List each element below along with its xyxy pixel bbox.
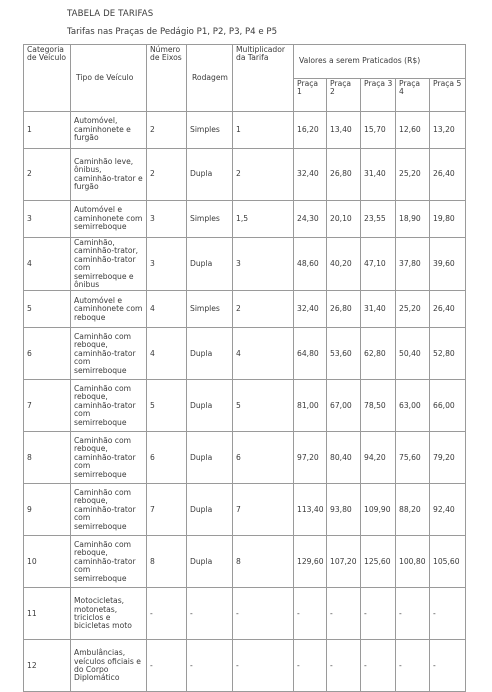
valor-praca-1-cell: 16,20 [294,112,327,149]
valor-praca-4-cell: 12,60 [396,112,430,149]
valor-praca-2-cell: 26,80 [327,291,361,328]
valor-praca-4-cell: 88,20 [396,484,430,536]
table-row [24,291,466,328]
valor-praca-3-cell: 31,40 [361,291,396,328]
header-tipo: Tipo de Veículo [71,45,147,112]
header-praca-3: Praça 3 [361,79,396,112]
valor-praca-4-cell: 37,80 [396,238,430,291]
tipo-cell: Caminhão, caminhão-trator, caminhão-trator com semirreboque e ônibus [71,238,147,291]
valor-praca-1-cell: 32,40 [294,149,327,201]
header-praca-2: Praça 2 [327,79,361,112]
valor-praca-3-cell: 125,60 [361,536,396,588]
table-row [24,149,466,201]
valor-praca-2-cell: 53,60 [327,328,361,380]
valor-praca-2-cell: - [327,588,361,640]
valor-praca-5-cell: 52,80 [430,328,466,380]
tipo-cell: Automóvel e caminhonete com reboque [71,291,147,328]
rodagem-cell: Dupla [187,238,233,291]
header-valores: Valores a serem Praticados (R$) [294,45,466,79]
valor-praca-5-cell: - [430,588,466,640]
table-row [24,588,466,640]
valor-praca-4-cell: 100,80 [396,536,430,588]
valor-praca-1-cell: 81,00 [294,380,327,432]
table-body [24,112,466,692]
eixos-cell: 3 [147,201,187,238]
categoria-cell: 10 [24,536,71,588]
categoria-cell: 11 [24,588,71,640]
valor-praca-5-cell: 13,20 [430,112,466,149]
valor-praca-3-cell: 23,55 [361,201,396,238]
tipo-cell: Automóvel, caminhonete e furgão [71,112,147,149]
table-row [24,432,466,484]
header-praca-4: Praça 4 [396,79,430,112]
rodagem-cell: Dupla [187,432,233,484]
rodagem-cell: Dupla [187,380,233,432]
eixos-cell: 4 [147,328,187,380]
eixos-cell: 4 [147,291,187,328]
multiplicador-cell: 5 [233,380,294,432]
valor-praca-5-cell: 26,40 [430,149,466,201]
eixos-cell: 2 [147,112,187,149]
valor-praca-2-cell: 80,40 [327,432,361,484]
table-row [24,201,466,238]
valor-praca-5-cell: 66,00 [430,380,466,432]
tipo-cell: Caminhão leve, ônibus, caminhão-trator e furgão [71,149,147,201]
eixos-cell: 5 [147,380,187,432]
tipo-cell: Ambulâncias, veículos oficiais e do Corpo Diplomático [71,640,147,692]
table-row [24,112,466,149]
valor-praca-4-cell: 63,00 [396,380,430,432]
multiplicador-cell: - [233,588,294,640]
valor-praca-4-cell: 18,90 [396,201,430,238]
valor-praca-1-cell: 97,20 [294,432,327,484]
valor-praca-1-cell: - [294,588,327,640]
categoria-cell: 8 [24,432,71,484]
valor-praca-5-cell: 105,60 [430,536,466,588]
tipo-cell: Automóvel e caminhonete com semirreboque [71,201,147,238]
valor-praca-5-cell: 26,40 [430,291,466,328]
eixos-cell: 3 [147,238,187,291]
categoria-cell: 7 [24,380,71,432]
rodagem-cell: - [187,588,233,640]
valor-praca-3-cell: 62,80 [361,328,396,380]
document-title: TABELA DE TARIFAS [67,9,154,19]
categoria-cell: 12 [24,640,71,692]
eixos-cell: - [147,588,187,640]
valor-praca-3-cell: 78,50 [361,380,396,432]
tipo-cell: Caminhão com reboque, caminhão-trator com semirreboque [71,432,147,484]
table-row [24,238,466,291]
multiplicador-cell: 8 [233,536,294,588]
tipo-cell: Caminhão com reboque, caminhão-trator com semirreboque [71,484,147,536]
rodagem-cell: Dupla [187,484,233,536]
rodagem-cell: Simples [187,201,233,238]
categoria-cell: 6 [24,328,71,380]
tipo-cell: Caminhão com reboque, caminhão-trator com semirreboque [71,328,147,380]
categoria-cell: 2 [24,149,71,201]
tipo-cell: Caminhão com reboque, caminhão-trator com semirreboque [71,380,147,432]
valor-praca-5-cell: 92,40 [430,484,466,536]
valor-praca-4-cell: 25,20 [396,149,430,201]
eixos-cell: 7 [147,484,187,536]
multiplicador-cell: 7 [233,484,294,536]
rodagem-cell: Simples [187,112,233,149]
rodagem-cell: - [187,640,233,692]
rodagem-cell: Simples [187,291,233,328]
eixos-cell: 2 [147,149,187,201]
valor-praca-1-cell: 32,40 [294,291,327,328]
valor-praca-3-cell: 47,10 [361,238,396,291]
valor-praca-4-cell: - [396,640,430,692]
table-row [24,484,466,536]
document-subtitle: Tarifas nas Praças de Pedágio P1, P2, P3, P4 e P5 [67,27,278,37]
rodagem-cell: Dupla [187,536,233,588]
multiplicador-cell: 4 [233,328,294,380]
multiplicador-cell: 2 [233,149,294,201]
valor-praca-2-cell: 107,20 [327,536,361,588]
multiplicador-cell: 1 [233,112,294,149]
valor-praca-1-cell: 64,80 [294,328,327,380]
valor-praca-5-cell: 39,60 [430,238,466,291]
categoria-cell: 1 [24,112,71,149]
header-praca-1: Praça 1 [294,79,327,112]
header-categoria: Categoria de Veículo [24,45,71,112]
multiplicador-cell: 3 [233,238,294,291]
categoria-cell: 5 [24,291,71,328]
table-row [24,640,466,692]
valor-praca-2-cell: - [327,640,361,692]
categoria-cell: 4 [24,238,71,291]
tariff-table [23,44,466,692]
multiplicador-cell: 2 [233,291,294,328]
valor-praca-5-cell: - [430,640,466,692]
eixos-cell: 8 [147,536,187,588]
valor-praca-3-cell: 15,70 [361,112,396,149]
valor-praca-2-cell: 26,80 [327,149,361,201]
header-eixos: Número de Eixos [147,45,187,112]
eixos-cell: - [147,640,187,692]
valor-praca-1-cell: 113,40 [294,484,327,536]
valor-praca-3-cell: 31,40 [361,149,396,201]
header-praca-5: Praça 5 [430,79,466,112]
header-rodagem: Rodagem [187,45,233,112]
multiplicador-cell: - [233,640,294,692]
valor-praca-3-cell: 109,90 [361,484,396,536]
table-row [24,328,466,380]
eixos-cell: 6 [147,432,187,484]
valor-praca-5-cell: 79,20 [430,432,466,484]
categoria-cell: 9 [24,484,71,536]
valor-praca-1-cell: 129,60 [294,536,327,588]
categoria-cell: 3 [24,201,71,238]
valor-praca-4-cell: - [396,588,430,640]
valor-praca-3-cell: 94,20 [361,432,396,484]
valor-praca-1-cell: - [294,640,327,692]
valor-praca-4-cell: 50,40 [396,328,430,380]
multiplicador-cell: 6 [233,432,294,484]
valor-praca-2-cell: 67,00 [327,380,361,432]
valor-praca-4-cell: 75,60 [396,432,430,484]
tipo-cell: Motocicletas, motonetas, triciclos e bicicletas moto [71,588,147,640]
valor-praca-2-cell: 40,20 [327,238,361,291]
table-row [24,380,466,432]
header-row [24,45,466,79]
valor-praca-1-cell: 24,30 [294,201,327,238]
rodagem-cell: Dupla [187,328,233,380]
rodagem-cell: Dupla [187,149,233,201]
valor-praca-3-cell: - [361,588,396,640]
valor-praca-1-cell: 48,60 [294,238,327,291]
multiplicador-cell: 1,5 [233,201,294,238]
valor-praca-2-cell: 13,40 [327,112,361,149]
header-multiplicador: Multiplicador da Tarifa [233,45,294,112]
valor-praca-5-cell: 19,80 [430,201,466,238]
tipo-cell: Caminhão com reboque, caminhão-trator com semirreboque [71,536,147,588]
valor-praca-2-cell: 20,10 [327,201,361,238]
valor-praca-4-cell: 25,20 [396,291,430,328]
valor-praca-3-cell: - [361,640,396,692]
valor-praca-2-cell: 93,80 [327,484,361,536]
table-row [24,536,466,588]
